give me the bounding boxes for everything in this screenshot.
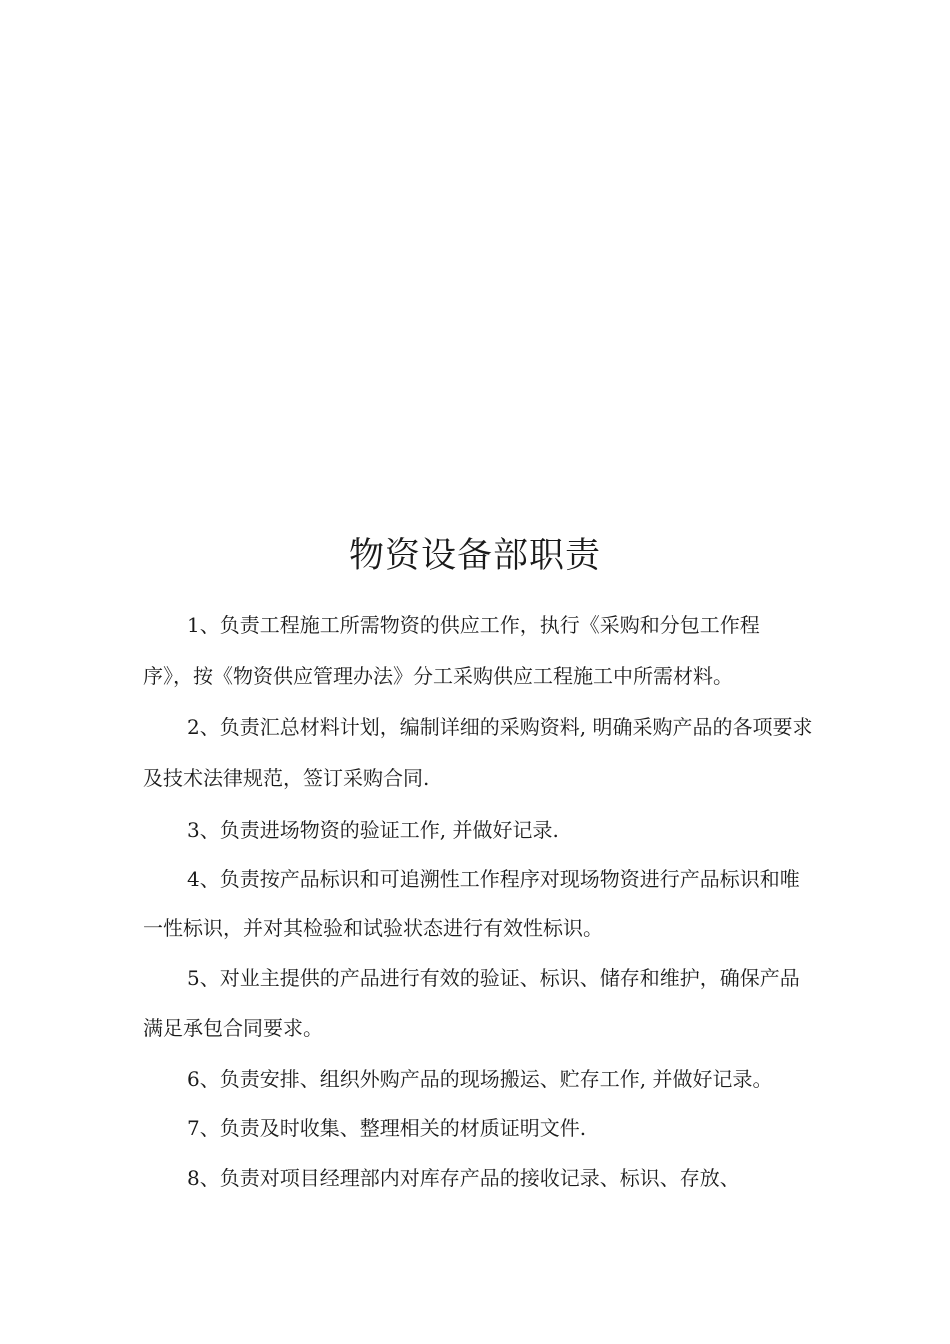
duty-8-line-1: 8、负责对项目经理部内对库存产品的接收记录、标识、存放、 — [187, 1166, 740, 1190]
duty-3-line-1: 3、负责进场物资的验证工作, 并做好记录. — [187, 818, 559, 842]
duty-4-line-2: 一性标识，并对其检验和试验状态进行有效性标识。 — [143, 916, 603, 940]
duty-1-line-2: 序》，按《物资供应管理办法》分工采购供应工程施工中所需材料。 — [143, 664, 733, 688]
duty-6-line-1: 6、负责安排、组织外购产品的现场搬运、贮存工作, 并做好记录。 — [187, 1067, 773, 1091]
duty-5-line-2: 满足承包合同要求。 — [143, 1016, 323, 1040]
duty-1-line-1: 1、负责工程施工所需物资的供应工作，执行《采购和分包工作程 — [187, 613, 760, 637]
duty-2-line-1: 2、负责汇总材料计划，编制详细的采购资料, 明确采购产品的各项要求 — [187, 715, 813, 739]
document-title: 物资设备部职责 — [348, 536, 601, 576]
duty-2-line-2: 及技术法律规范，签订采购合同. — [143, 766, 430, 790]
duty-5-line-1: 5、对业主提供的产品进行有效的验证、标识、储存和维护，确保产品 — [187, 966, 800, 990]
duty-7-line-1: 7、负责及时收集、整理相关的材质证明文件. — [187, 1116, 587, 1140]
duty-4-line-1: 4、负责按产品标识和可追溯性工作程序对现场物资进行产品标识和唯 — [187, 867, 800, 891]
